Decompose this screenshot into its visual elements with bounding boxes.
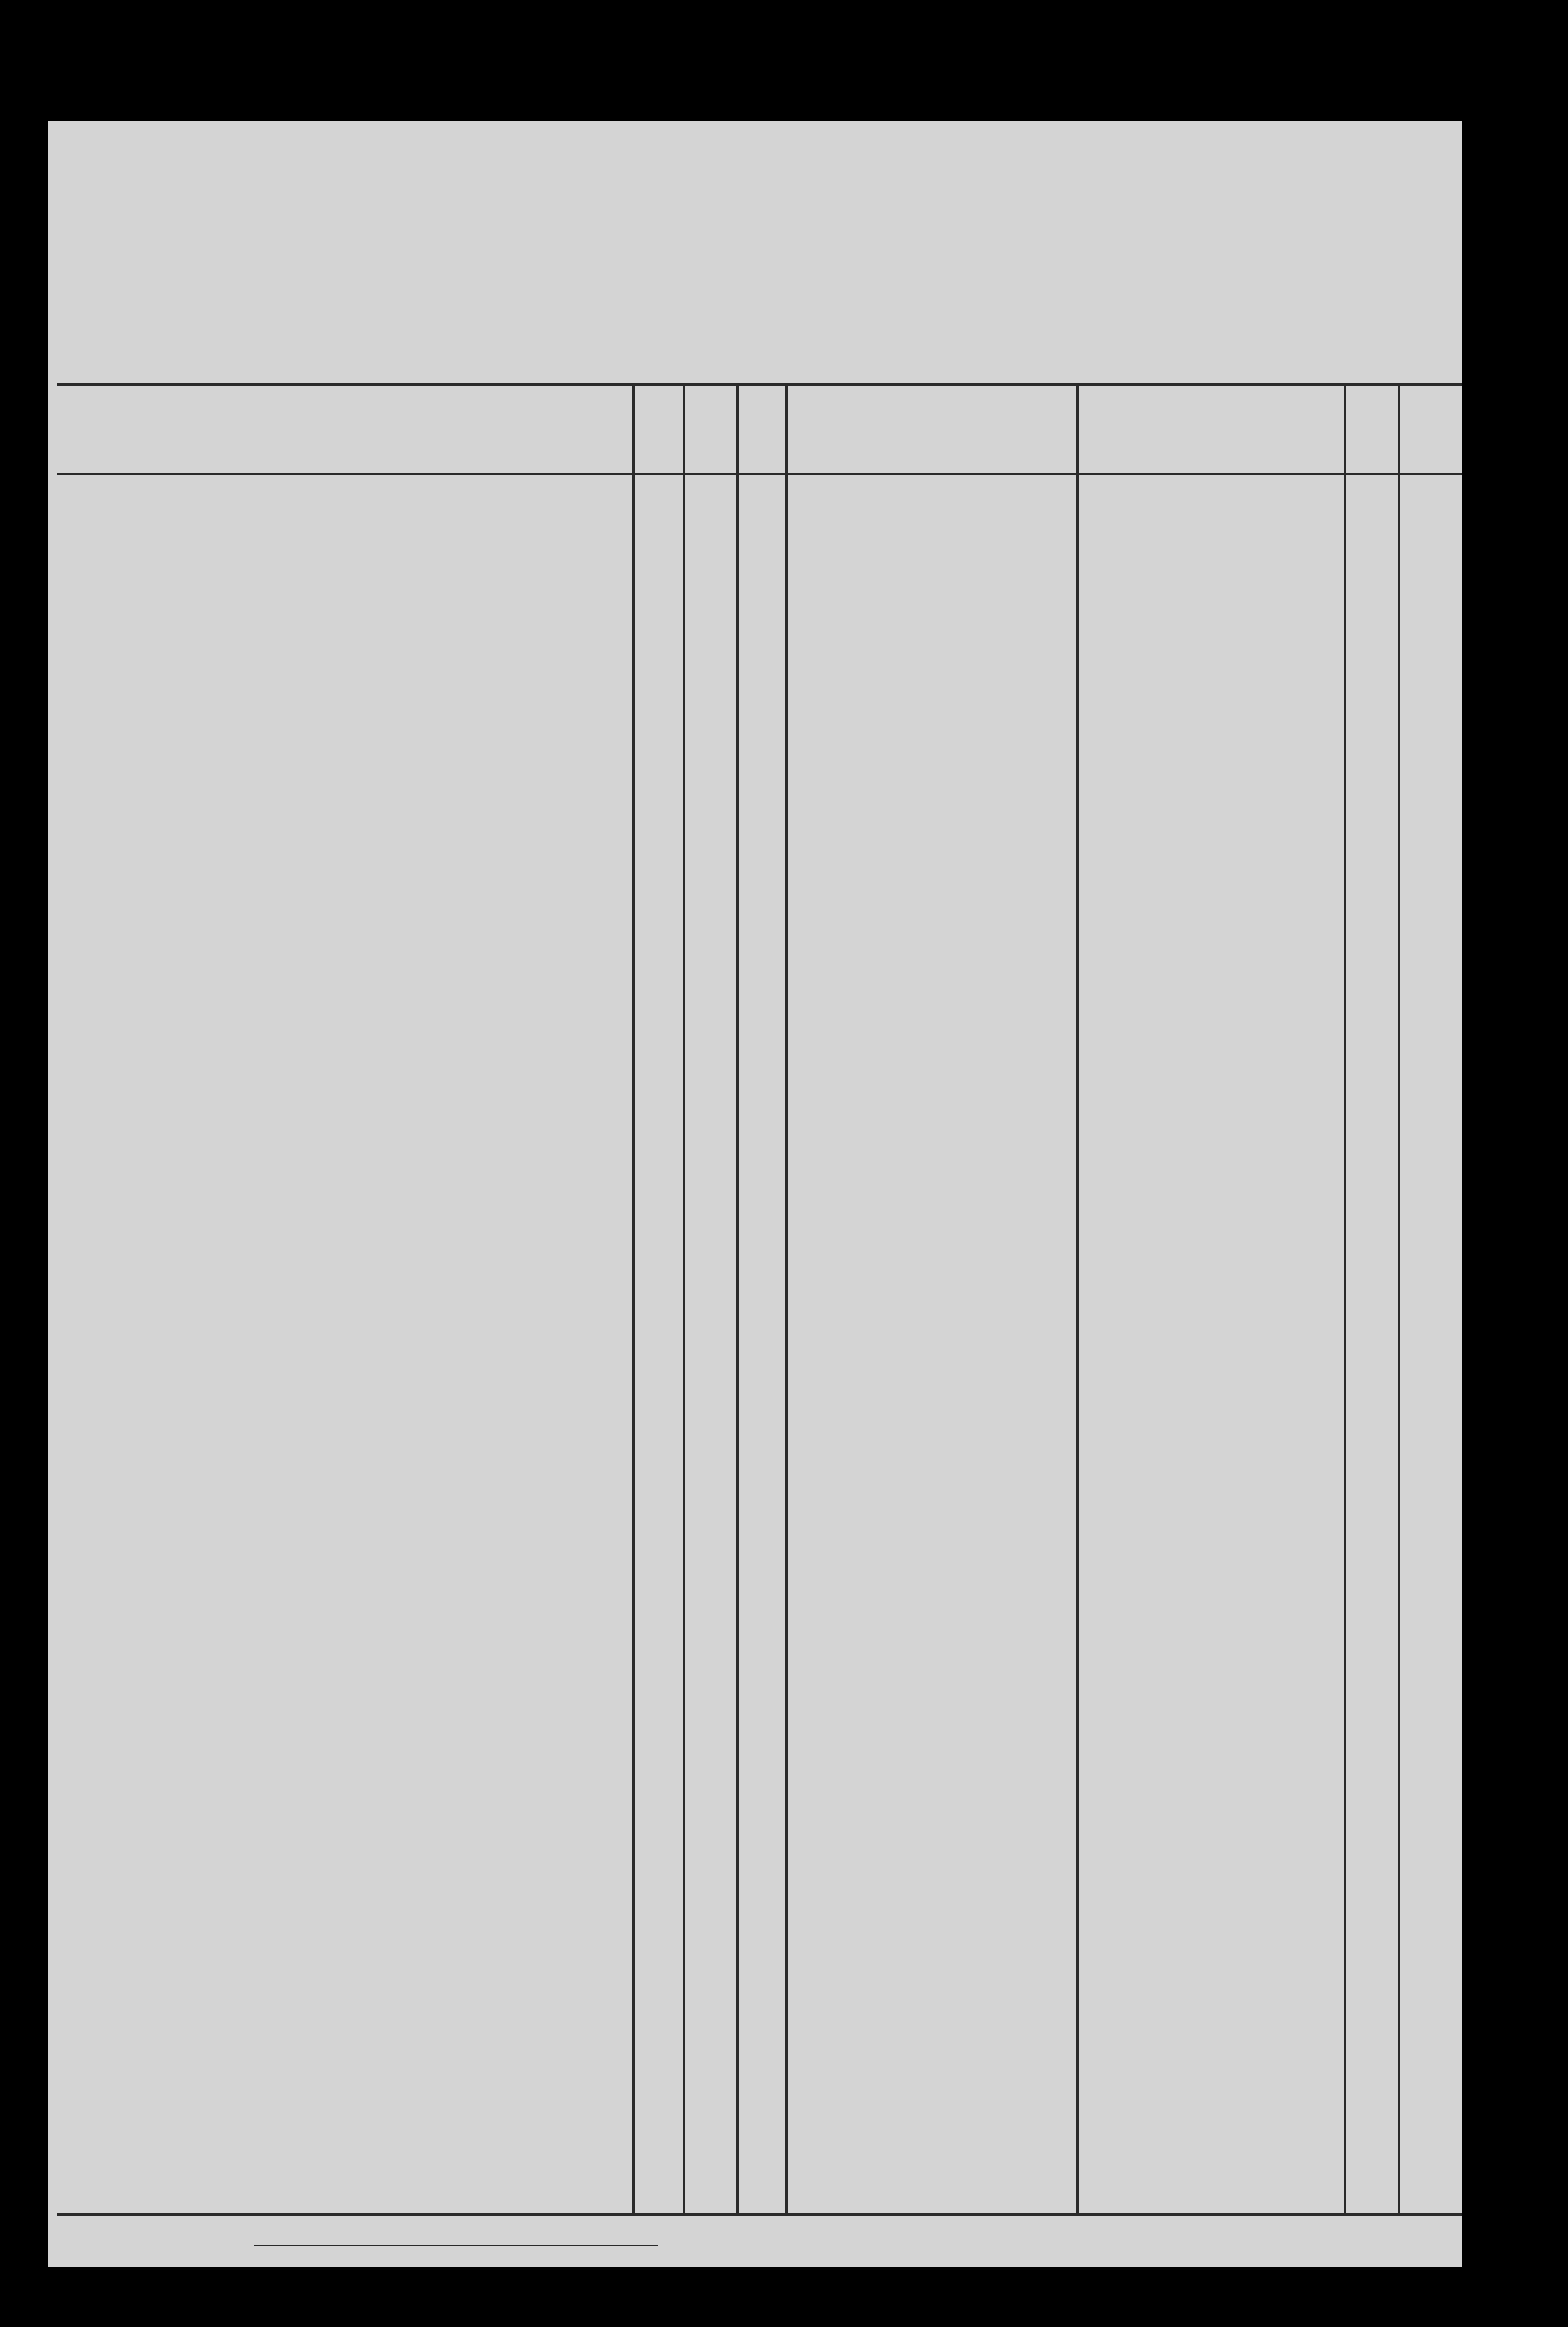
col-line-age [632, 383, 635, 2215]
table-rule-bottom [57, 2213, 1462, 2216]
col-line-bags [1344, 383, 1346, 2215]
col-line-nat [785, 383, 788, 2215]
col-line-sex [683, 383, 685, 2215]
col-line-occ [1076, 383, 1079, 2215]
airline-logo [65, 197, 496, 278]
header-rule-bottom [57, 473, 1462, 475]
prepared-by-line [254, 2245, 658, 2246]
header-rule-top [57, 383, 1462, 386]
manifest-page [48, 121, 1462, 2267]
col-line-wgt [1398, 383, 1400, 2215]
col-line-ms [736, 383, 739, 2215]
